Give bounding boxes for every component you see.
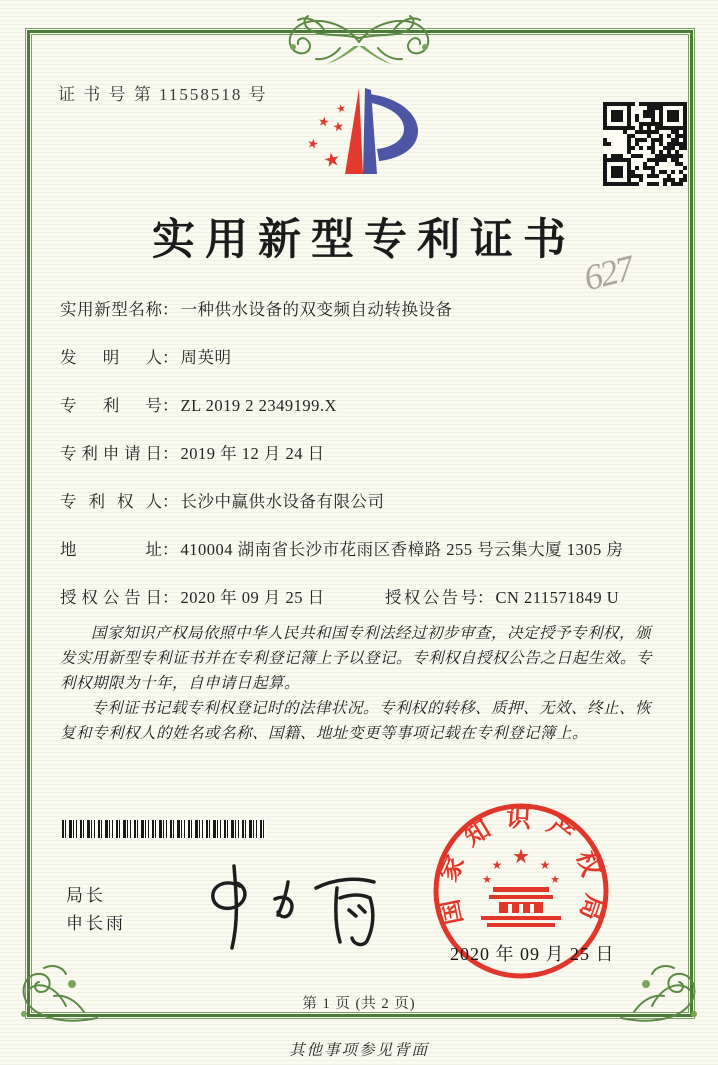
field-row-address: 地址： 410004 湖南省长沙市花雨区香樟路 255 号云集大厦 1305 房 [60, 536, 660, 560]
field-label: 地址 [60, 540, 162, 559]
field-value: ZL 2019 2 2349199.X [180, 396, 337, 415]
svg-text:★: ★ [482, 873, 492, 886]
field-value: CN 211571849 U [495, 588, 620, 607]
field-value: 长沙中赢供水设备有限公司 [180, 492, 385, 511]
top-flourish-ornament [244, 8, 474, 66]
svg-text:★: ★ [550, 873, 560, 886]
svg-text:★: ★ [539, 858, 551, 872]
svg-text:★: ★ [331, 119, 346, 136]
field-row-utility-model-name: 实用新型名称： 一种供水设备的双变频自动转换设备 [60, 296, 660, 320]
field-row-patent-number: 专利号： ZL 2019 2 2349199.X [60, 392, 660, 416]
field-row-grant-date: 授权公告日： 2020 年 09 月 25 日 授权公告号： CN 211571849 U [60, 584, 660, 608]
svg-text:★: ★ [305, 136, 320, 154]
field-row-inventor: 发明人： 周英明 [60, 344, 660, 368]
barcode [62, 820, 266, 838]
field-label: 发明人 [60, 348, 162, 367]
field-value: 周英明 [180, 348, 232, 367]
field-label: 授权公告日 [60, 588, 162, 607]
director-signature [190, 858, 385, 950]
back-side-note: 其他事项参见背面 [288, 1042, 429, 1059]
field-label: 实用新型名称 [60, 300, 162, 319]
certificate-title: 实用新型专利证书 [152, 217, 576, 264]
field-value: 2019 年 12 月 24 日 [180, 444, 325, 463]
cnipa-logo-icon [295, 82, 430, 182]
director-name: 申长雨 [66, 914, 126, 933]
svg-text:★: ★ [316, 114, 331, 131]
field-value: 一种供水设备的双变频自动转换设备 [180, 300, 453, 319]
field-row-filing-date: 专利申请日： 2019 年 12 月 24 日 [60, 440, 660, 464]
field-row-patentee: 专利权人： 长沙中赢供水设备有限公司 [60, 488, 660, 512]
field-value: 410004 湖南省长沙市花雨区香樟路 255 号云集大厦 1305 房 [180, 540, 624, 559]
svg-text:★: ★ [321, 147, 343, 173]
field-label: 专利权人 [60, 492, 162, 511]
svg-text:★: ★ [491, 858, 503, 872]
field-label: 授权公告号 [385, 588, 477, 607]
seal-date: 2020 年 09 月 25 日 [450, 944, 615, 964]
svg-text:★: ★ [334, 101, 348, 117]
legal-paragraph-2: 专利证书记载专利权登记时的法律状况。专利权的转移、质押、无效、终止、恢复和专利权人的姓名或名称、国籍、地址变更等事项记载在专利登记簿上。 [60, 700, 652, 742]
field-value: 2020 年 09 月 25 日 [180, 588, 325, 607]
legal-paragraph-1: 国家知识产权局依照中华人民共和国专利法经过初步审查，决定授予专利权，颁发实用新型专利证书并在专利登记簿上予以登记。专利权自授权公告之日起生效。专利权期限为十年，自申请日起算。 [60, 625, 653, 692]
national-emblem-icon [481, 844, 561, 927]
field-label: 专利申请日 [60, 444, 162, 463]
director-title: 局长 [66, 886, 106, 905]
field-pair-grant-number: 授权公告号： CN 211571849 U [385, 584, 619, 608]
seal-ring-text: 国家知识产权局 [433, 804, 609, 937]
certificate-number: 证 书 号 第 11558518 号 [58, 85, 268, 104]
qr-code [603, 102, 687, 186]
page-number: 第 1 页 (共 2 页) [302, 996, 416, 1012]
field-label: 专利号 [60, 396, 162, 415]
legal-text [60, 621, 658, 746]
svg-text:★: ★ [512, 844, 530, 868]
pencil-handwritten-note: 627 [579, 247, 637, 299]
